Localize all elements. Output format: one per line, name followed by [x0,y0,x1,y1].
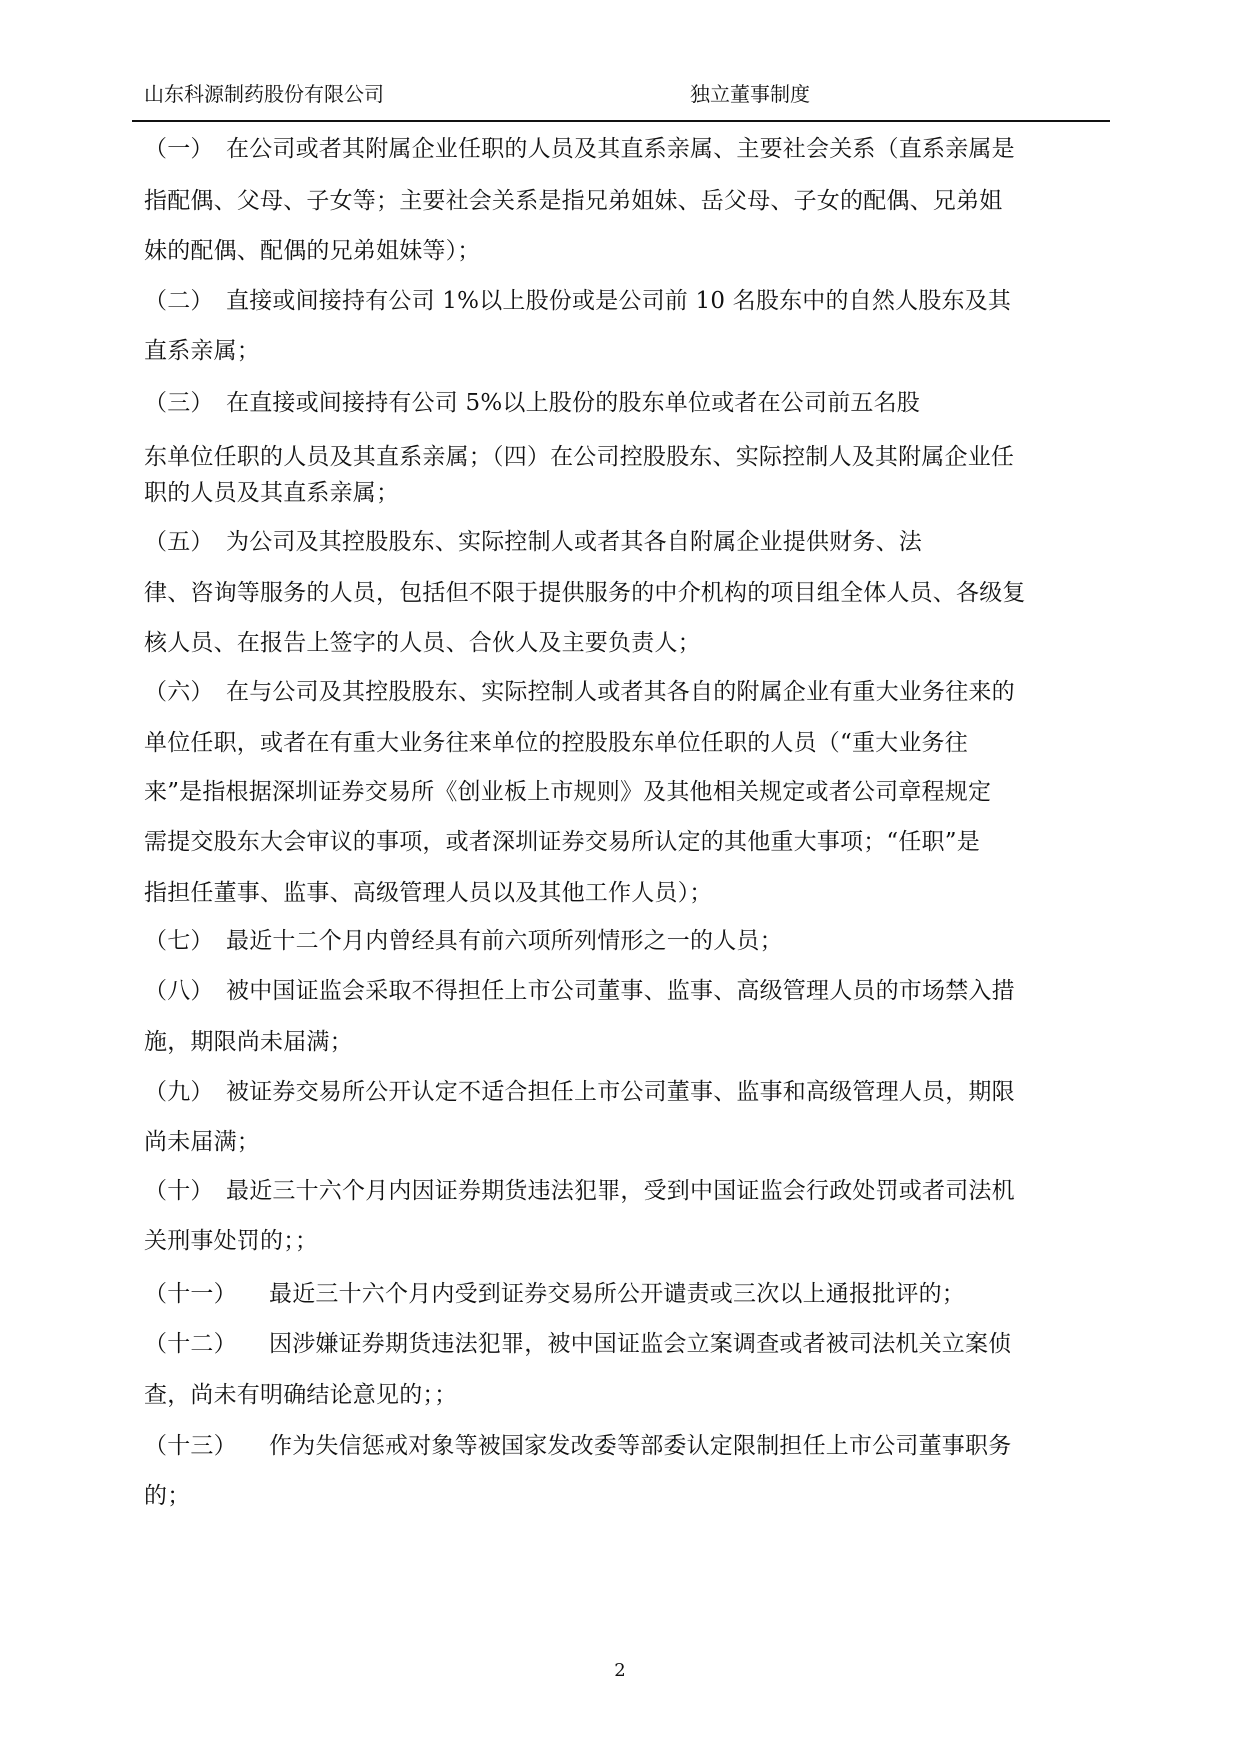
line-text: 来”是指根据深圳证券交易所《创业板上市规则》及其他相关规定或者公司章程规定 [144,779,992,805]
line-text: 在直接或间接持有公司 5%以上股份的股东单位或者在公司前五名股 [226,390,920,416]
continuation-line [144,724,968,757]
clause-number: （十二） [144,1331,237,1357]
clause-line [144,972,1015,1005]
clause-line [144,1073,1015,1106]
continuation-line [144,1376,457,1409]
clause-line [144,384,920,417]
line-text: 施，期限尚未届满； [144,1029,353,1055]
line-text: 直接或间接持有公司 1%以上股份或是公司前 10 名股东中的自然人股东及其 [226,288,1012,314]
line-text: 关刑事处罚的；； [144,1228,319,1254]
continuation-line [144,438,1014,471]
continuation-line [144,823,980,856]
header-doc-title: 独立董事制度 [690,82,810,106]
continuation-line [144,773,991,806]
clause-number: （五） [144,529,214,555]
line-text: 东单位任职的人员及其直系亲属；（四）在公司控股股东、实际控制人及其附属企业任 [144,444,1015,470]
line-text: 指配偶、父母、子女等；主要社会关系是指兄弟姐妹、岳父母、子女的配偶、兄弟姐 [144,188,1003,214]
line-text: 直系亲属； [144,338,260,364]
clause-line [144,1427,1011,1460]
clause-number: （九） [144,1079,214,1105]
continuation-line [144,574,1026,607]
line-text: 需提交股东大会审议的事项，或者深圳证券交易所认定的其他重大事项；“任职”是 [144,829,980,855]
continuation-line [144,1023,353,1056]
line-text: 尚未届满； [144,1129,260,1155]
continuation-line [144,332,260,365]
header-company: 山东科源制药股份有限公司 [144,82,384,106]
continuation-line [144,182,1002,215]
clause-line [144,523,922,556]
continuation-line [144,474,399,507]
clause-number: （十三） [144,1433,237,1459]
clause-line [144,282,1011,315]
continuation-line [144,624,701,657]
clause-number: （三） [144,390,214,416]
line-text: 在与公司及其控股股东、实际控制人或者其各自的附属企业有重大业务往来的 [226,679,1015,705]
page-header [132,74,1110,122]
continuation-line [144,1477,190,1510]
continuation-line [144,232,481,265]
line-text: 被证券交易所公开认定不适合担任上市公司董事、监事和高级管理人员，期限 [226,1079,1015,1105]
clause-number: （十一） [144,1281,237,1307]
line-text: 在公司或者其附属企业任职的人员及其直系亲属、主要社会关系（直系亲属是 [226,136,1015,162]
line-text: 最近十二个月内曾经具有前六项所列情形之一的人员； [226,928,783,954]
line-text: 职的人员及其直系亲属； [144,480,400,506]
line-text: 被中国证监会采取不得担任上市公司董事、监事、高级管理人员的市场禁入措 [226,978,1015,1004]
clause-line [144,1275,965,1308]
line-text: 律、咨询等服务的人员，包括但不限于提供服务的中介机构的项目组全体人员、各级复 [144,580,1026,606]
clause-number: （八） [144,978,214,1004]
line-text: 指担任董事、监事、高级管理人员以及其他工作人员）； [144,880,713,906]
continuation-line [144,1123,260,1156]
clause-number: （二） [144,288,214,314]
continuation-line [144,1222,318,1255]
line-text: 查，尚未有明确结论意见的；； [144,1382,458,1408]
continuation-line [144,874,713,907]
line-text: 妹的配偶、配偶的兄弟姐妹等）； [144,238,481,264]
page-number: 2 [614,1660,626,1681]
line-text: 的； [144,1483,191,1509]
line-text: 单位任职，或者在有重大业务往来单位的控股股东单位任职的人员（“重大业务往 [144,730,968,756]
clause-line [144,673,1015,706]
clause-line [144,130,1015,163]
line-text: 作为失信惩戒对象等被国家发改委等部委认定限制担任上市公司董事职务 [269,1433,1012,1459]
clause-number: （一） [144,136,214,162]
line-text: 最近三十六个月内因证券期货违法犯罪，受到中国证监会行政处罚或者司法机 [226,1178,1015,1204]
line-text: 最近三十六个月内受到证券交易所公开谴责或三次以上通报批评的； [269,1281,965,1307]
clause-line [144,922,783,955]
clause-number: （十） [144,1178,214,1204]
clause-number: （七） [144,928,214,954]
line-text: 核人员、在报告上签字的人员、合伙人及主要负责人； [144,630,701,656]
clause-number: （六） [144,679,214,705]
clause-line [144,1325,1011,1358]
clause-line [144,1172,1015,1205]
line-text: 为公司及其控股股东、实际控制人或者其各自附属企业提供财务、法 [226,529,922,555]
line-text: 因涉嫌证券期货违法犯罪，被中国证监会立案调查或者被司法机关立案侦 [269,1331,1012,1357]
